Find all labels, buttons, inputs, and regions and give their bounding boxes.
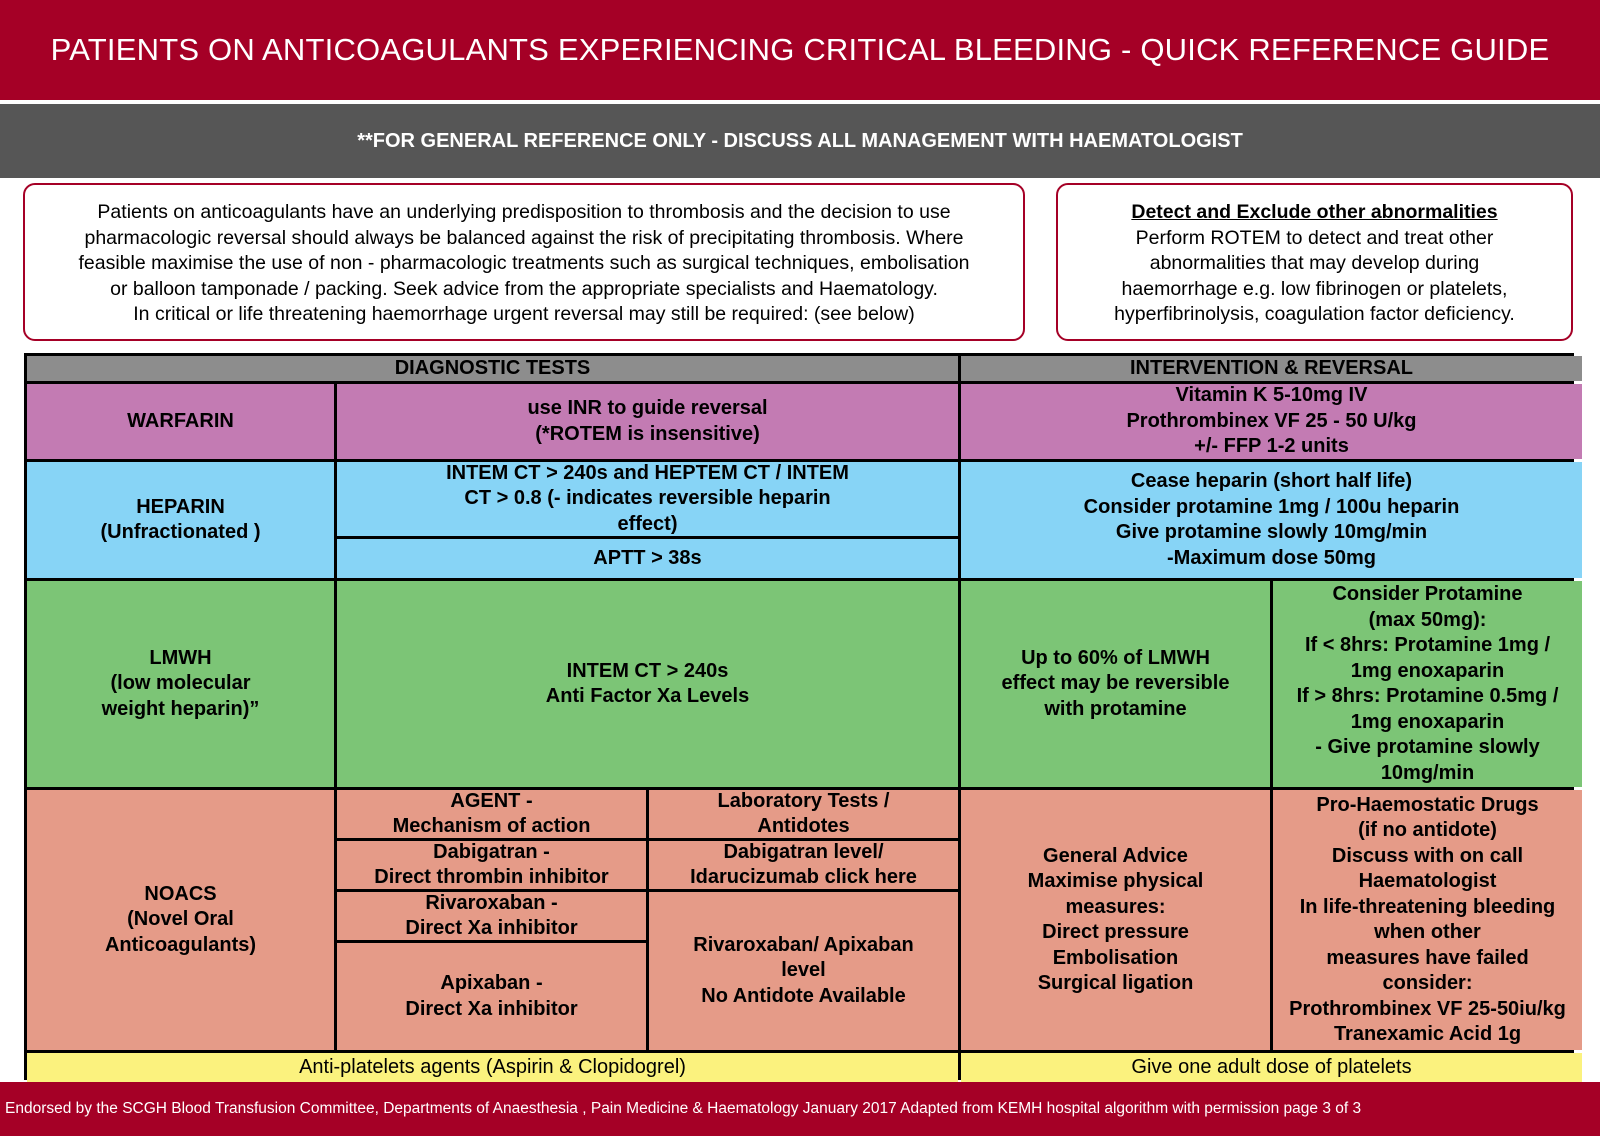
warfarin-int-line: +/- FFP 1-2 units	[1194, 435, 1349, 458]
detect-line: abnormalities that may develop during	[1149, 252, 1480, 274]
footer-text: Endorsed by the SCGH Blood Transfusion Committee, Departments of Anaesthesia , Pain Medicine & Haematology January 2017 Adapted from KEMH hospital algorithm with permission page 3 of 3	[5, 1100, 1362, 1117]
agent-line: Apixaban -	[440, 972, 543, 994]
general-advice-line: Surgical ligation	[1037, 972, 1194, 994]
detect-box	[1056, 183, 1573, 341]
lmwh-prot-line: 1mg enoxaparin	[1350, 710, 1505, 733]
pro-haemostatic-line: Pro-Haemostatic Drugs	[1316, 793, 1539, 816]
noacs-label-line: Anticoagulants)	[104, 933, 257, 956]
lmwh-test-line: Anti Factor Xa Levels	[545, 685, 750, 707]
header-intervention	[961, 356, 1582, 381]
lmwh-label-line: LMWH	[149, 646, 212, 669]
pro-haemostatic-line: measures have failed	[1326, 946, 1529, 969]
pro-haemostatic-line: (if no antidote)	[1358, 819, 1497, 841]
heparin-rotem-test	[337, 462, 958, 536]
pro-haemostatic-line: Haematologist	[1358, 870, 1497, 892]
agent-header-line: AGENT -	[450, 789, 533, 812]
heparin-int-line: Consider protamine 1mg / 100u heparin	[1083, 495, 1460, 518]
agent-line: Dabigatran -	[433, 840, 550, 863]
detect-line: hyperfibrinolysis, coagulation factor deficiency.	[1114, 303, 1515, 325]
lab-line: No Antidote Available	[701, 984, 906, 1007]
agent-header-line: Mechanism of action	[392, 815, 591, 837]
agent-dabigatran	[337, 841, 646, 889]
heparin-int-line: Cease heparin (short half life)	[1130, 470, 1413, 492]
lmwh-prot-line: - Give protamine slowly	[1315, 736, 1540, 758]
agent-line: Direct Xa inhibitor	[405, 997, 578, 1020]
lmwh-tests	[337, 581, 958, 787]
lab-header-line: Laboratory Tests /	[717, 789, 890, 812]
lmwh-protamine	[1273, 581, 1582, 787]
detect-title: Detect and Exclude other abnormalities	[1131, 201, 1498, 223]
agent-header	[337, 790, 646, 838]
lmwh-label	[27, 581, 334, 787]
heparin-label	[27, 462, 334, 578]
heparin-test-line: effect)	[617, 512, 678, 535]
header-intervention-label: INTERVENTION & REVERSAL	[1130, 356, 1413, 379]
warfarin-int-line: Vitamin K 5-10mg IV	[1175, 384, 1368, 407]
lmwh-prot-line: 10mg/min	[1380, 761, 1475, 784]
warfarin-label-text: WARFARIN	[127, 409, 234, 432]
general-advice-line: measures:	[1065, 895, 1166, 918]
lmwh-prot-line: Consider Protamine	[1332, 583, 1523, 605]
lmwh-prot-line: 1mg enoxaparin	[1350, 659, 1505, 682]
lmwh-rev-line: Up to 60% of LMWH	[1021, 646, 1210, 669]
heparin-intervention	[961, 462, 1582, 578]
heparin-aptt-test	[337, 539, 958, 578]
lmwh-prot-line: If < 8hrs: Protamine 1mg /	[1304, 634, 1551, 656]
warfarin-int-line: Prothrombinex VF 25 - 50 U/kg	[1126, 409, 1417, 432]
lmwh-rev-line: with protamine	[1044, 697, 1187, 720]
footer	[0, 1082, 1600, 1136]
lab-line: level	[781, 959, 826, 982]
agent-line: Direct Xa inhibitor	[405, 917, 578, 939]
noacs-label	[27, 790, 334, 1050]
warfarin-test-line: (*ROTEM is insensitive)	[535, 422, 760, 445]
lab-header	[649, 790, 958, 838]
intro-line: pharmacologic reversal should always be balanced against the risk of precipitating thrombosis. Where	[84, 226, 964, 249]
warfarin-test-line: use INR to guide reversal	[527, 397, 768, 419]
page-title-text: PATIENTS ON ANTICOAGULANTS EXPERIENCING CRITICAL BLEEDING - QUICK REFERENCE GUIDE	[50, 32, 1550, 67]
warfarin-tests	[337, 384, 958, 459]
general-advice-line: General Advice	[1043, 844, 1188, 867]
agent-rivaroxaban	[337, 892, 646, 940]
pro-haemostatic-line: when other	[1374, 921, 1481, 943]
header-diagnostic-tests	[27, 356, 958, 381]
pro-haemostatic-line: Discuss with on call	[1331, 844, 1524, 867]
general-advice-line: Direct pressure	[1042, 921, 1189, 943]
warfarin-intervention	[961, 384, 1582, 459]
antiplatelets-action-text: Give one adult dose of platelets	[1131, 1056, 1412, 1079]
pro-haemostatic-line: Tranexamic Acid 1g	[1333, 1023, 1522, 1045]
noacs-pro-haemostatic	[1273, 790, 1582, 1050]
heparin-label-line: HEPARIN	[136, 495, 225, 518]
lmwh-label-line: weight heparin)”	[101, 697, 260, 720]
intro-line: or balloon tamponade / packing. Seek advice from the appropriate specialists and Haematology.	[110, 277, 938, 300]
heparin-test-line: CT > 0.8 (- indicates reversible heparin	[464, 487, 831, 510]
intro-line: feasible maximise the use of non - pharmacologic treatments such as surgical techniques, embolisation	[78, 252, 970, 274]
warfarin-label	[27, 384, 334, 459]
pro-haemostatic-line: In life-threatening bleeding	[1299, 895, 1556, 918]
detect-line: Perform ROTEM to detect and treat other	[1135, 226, 1494, 249]
heparin-aptt-text: APTT > 38s	[593, 546, 702, 569]
header-diagnostic-label: DIAGNOSTIC TESTS	[394, 356, 591, 379]
lab-dabigatran[interactable]	[649, 841, 958, 889]
intro-line: In critical or life threatening haemorrhage urgent reversal may still be required: (see below)	[133, 303, 915, 325]
heparin-int-line: -Maximum dose 50mg	[1167, 546, 1376, 569]
page-title	[0, 0, 1600, 100]
antiplatelets-label-text: Anti-platelets agents (Aspirin & Clopidogrel)	[299, 1056, 686, 1079]
heparin-tests	[337, 462, 958, 578]
lab-line: Rivaroxaban/ Apixaban	[693, 933, 914, 956]
reference-table	[24, 353, 1574, 1080]
antiplatelets-label	[27, 1053, 958, 1083]
lab-line: Dabigatran level/	[723, 840, 884, 863]
lmwh-reversibility	[961, 581, 1270, 787]
noacs-agents	[337, 790, 646, 1050]
lmwh-label-line: (low molecular	[110, 672, 251, 695]
lab-rivaroxaban-apixaban	[649, 892, 958, 1050]
antiplatelets-action	[961, 1053, 1582, 1083]
agent-line: Direct thrombin inhibitor	[374, 866, 609, 888]
pro-haemostatic-line: consider:	[1382, 972, 1473, 994]
lab-header-line: Antidotes	[757, 815, 850, 837]
lmwh-rev-line: effect may be reversible	[1001, 672, 1230, 695]
lmwh-prot-line: (max 50mg):	[1368, 608, 1487, 631]
detect-line: haemorrhage e.g. low fibrinogen or platelets,	[1121, 277, 1508, 300]
noacs-general-advice	[961, 790, 1270, 1050]
heparin-label-line: (Unfractionated )	[100, 521, 261, 543]
general-advice-line: Maximise physical	[1027, 870, 1204, 892]
disclaimer-banner	[0, 104, 1600, 178]
noacs-label-line: NOACS	[144, 882, 217, 905]
agent-apixaban	[337, 943, 646, 1050]
lmwh-test-line: INTEM CT > 240s	[566, 659, 729, 682]
heparin-test-line: INTEM CT > 240s and HEPTEM CT / INTEM	[446, 461, 849, 484]
noacs-label-line: (Novel Oral	[127, 908, 234, 931]
agent-line: Rivaroxaban -	[425, 891, 558, 914]
intro-line: Patients on anticoagulants have an underlying predisposition to thrombosis and the decision to use	[97, 201, 951, 223]
intro-box	[23, 183, 1025, 341]
disclaimer-text: **FOR GENERAL REFERENCE ONLY - DISCUSS ALL MANAGEMENT WITH HAEMATOLOGIST	[357, 129, 1243, 152]
noacs-lab-tests	[649, 790, 958, 1050]
general-advice-line: Embolisation	[1052, 946, 1179, 969]
pro-haemostatic-line: Prothrombinex VF 25-50iu/kg	[1289, 997, 1566, 1020]
idarucizumab-link[interactable]: Idarucizumab click here	[690, 866, 917, 888]
heparin-int-line: Give protamine slowly 10mg/min	[1115, 521, 1428, 543]
lmwh-prot-line: If > 8hrs: Protamine 0.5mg /	[1296, 685, 1559, 707]
